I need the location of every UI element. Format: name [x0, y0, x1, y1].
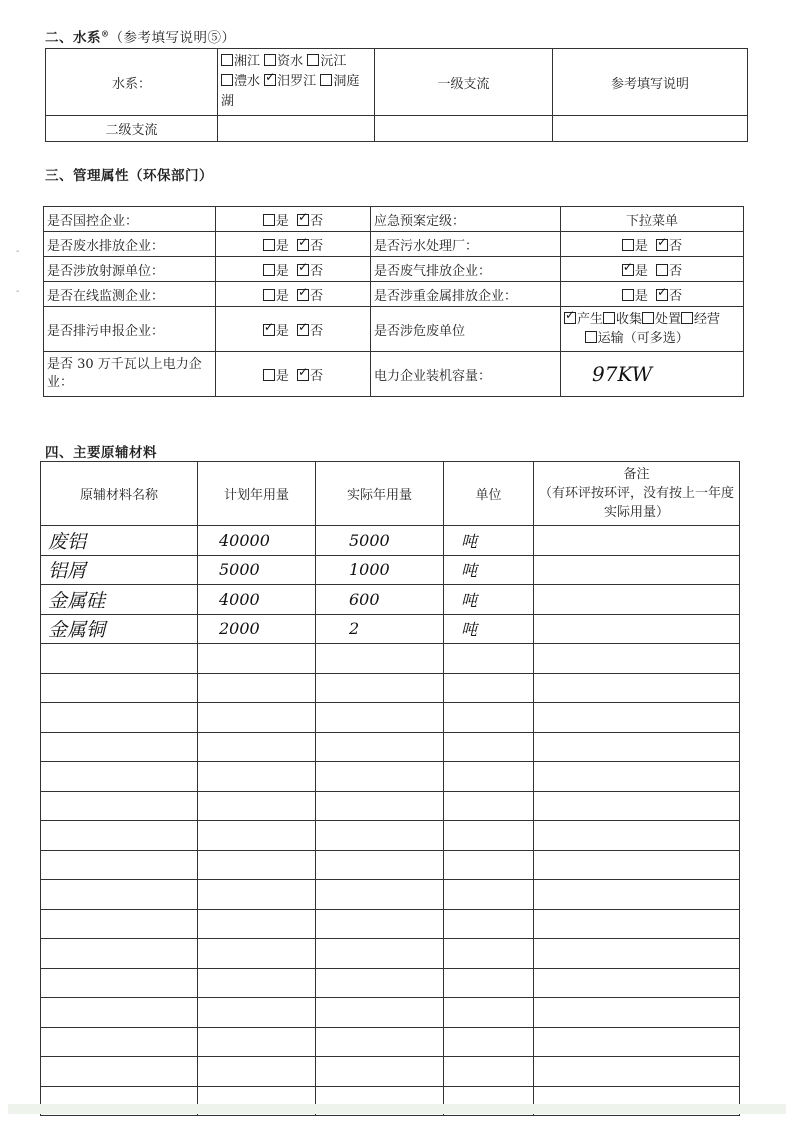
- planned-usage-cell[interactable]: [198, 1057, 316, 1087]
- primary-tributary-label: 一级支流: [375, 49, 553, 116]
- material-name-cell[interactable]: [41, 968, 198, 998]
- material-name-cell[interactable]: [41, 880, 198, 910]
- table-row: [41, 880, 740, 910]
- table-row: [41, 1027, 740, 1057]
- checkbox-icon[interactable]: [263, 289, 275, 301]
- checkbox-checked-icon[interactable]: [263, 324, 275, 336]
- remarks-cell[interactable]: [534, 998, 740, 1028]
- planned-usage-text: 4000: [219, 589, 260, 609]
- material-name-cell[interactable]: [41, 732, 198, 762]
- remarks-cell[interactable]: [534, 968, 740, 998]
- checkbox-checked-icon[interactable]: [564, 312, 576, 324]
- planned-usage-cell[interactable]: [198, 555, 316, 585]
- choice-hazardous-waste[interactable]: ✓产生 收集 处置 经营 运输（可多选）: [561, 307, 744, 352]
- remarks-cell[interactable]: [534, 1027, 740, 1057]
- checkbox-checked-icon[interactable]: [656, 289, 668, 301]
- remarks-cell[interactable]: [534, 585, 740, 615]
- header-unit: 单位: [444, 462, 534, 526]
- planned-usage-cell[interactable]: [198, 762, 316, 792]
- checkbox-icon[interactable]: [221, 74, 233, 86]
- label-emergency-plan: 应急预案定级：: [371, 207, 561, 232]
- remarks-cell[interactable]: [534, 644, 740, 674]
- actual-usage-cell[interactable]: [316, 732, 444, 762]
- checkbox-icon[interactable]: [264, 54, 276, 66]
- checkbox-icon[interactable]: [656, 264, 668, 276]
- table-row: [41, 585, 740, 615]
- material-name-cell[interactable]: [41, 1057, 198, 1087]
- label-sewage-plant: 是否污水处理厂：: [371, 232, 561, 257]
- actual-usage-cell[interactable]: [316, 1057, 444, 1087]
- actual-usage-cell[interactable]: [316, 614, 444, 644]
- actual-usage-cell[interactable]: [316, 673, 444, 703]
- material-name-cell[interactable]: [41, 673, 198, 703]
- table-row: [41, 909, 740, 939]
- table-row: [41, 1057, 740, 1087]
- remarks-cell[interactable]: [534, 673, 740, 703]
- choice-heavy-metal[interactable]: 是 ✓ 否: [561, 282, 744, 307]
- planned-usage-cell[interactable]: [198, 939, 316, 969]
- material-name-cell[interactable]: [41, 555, 198, 585]
- material-name-cell[interactable]: [41, 644, 198, 674]
- planned-usage-cell[interactable]: [198, 880, 316, 910]
- material-name-text: 金属硅: [48, 589, 106, 612]
- remarks-cell[interactable]: [534, 614, 740, 644]
- choice-radiation[interactable]: 是 ✓ 否: [216, 257, 371, 282]
- checkbox-icon[interactable]: [603, 312, 615, 324]
- material-name-cell[interactable]: [41, 998, 198, 1028]
- unit-cell[interactable]: [444, 880, 534, 910]
- label-hazardous-waste: 是否涉危废单位: [371, 307, 561, 352]
- actual-usage-cell[interactable]: [316, 968, 444, 998]
- planned-usage-cell[interactable]: [198, 732, 316, 762]
- secondary-blank-1[interactable]: [375, 116, 553, 142]
- header-remarks: [534, 462, 740, 526]
- planned-usage-cell[interactable]: [198, 703, 316, 733]
- header-remarks-title: 备注: [623, 467, 650, 482]
- checkbox-checked-icon[interactable]: [297, 324, 309, 336]
- table-row: [41, 673, 740, 703]
- label-power-enterprise: 是否 30 万千瓦以上电力企业：: [44, 352, 216, 397]
- table-row: [41, 614, 740, 644]
- option-lishui[interactable]: 澧水: [221, 74, 260, 89]
- planned-usage-cell[interactable]: [198, 644, 316, 674]
- table-row: [41, 968, 740, 998]
- table-row: [41, 732, 740, 762]
- actual-usage-text: 2: [349, 619, 360, 639]
- river-system-label: 水系：: [46, 49, 218, 116]
- unit-cell[interactable]: [444, 644, 534, 674]
- material-name-cell[interactable]: [41, 850, 198, 880]
- unit-cell[interactable]: [444, 762, 534, 792]
- unit-cell[interactable]: [444, 909, 534, 939]
- remarks-cell[interactable]: [534, 526, 740, 556]
- planned-usage-cell[interactable]: [198, 850, 316, 880]
- table-row: [41, 762, 740, 792]
- material-name-cell[interactable]: [41, 762, 198, 792]
- planned-usage-text: 40000: [219, 530, 270, 550]
- planned-usage-cell[interactable]: [198, 1027, 316, 1057]
- table-row: [41, 703, 740, 733]
- unit-cell[interactable]: [444, 791, 534, 821]
- actual-usage-cell[interactable]: [316, 850, 444, 880]
- planned-usage-cell[interactable]: [198, 821, 316, 851]
- checkbox-checked-icon[interactable]: [297, 239, 309, 251]
- header-remarks-note: （有环评按环评，没有按上一年度实际用量）: [538, 486, 734, 520]
- remarks-cell[interactable]: [534, 791, 740, 821]
- actual-usage-cell[interactable]: [316, 703, 444, 733]
- actual-usage-cell[interactable]: [316, 762, 444, 792]
- actual-usage-cell[interactable]: [316, 998, 444, 1028]
- table-row: [41, 998, 740, 1028]
- checkbox-checked-icon[interactable]: [297, 264, 309, 276]
- actual-usage-cell[interactable]: [316, 585, 444, 615]
- label-heavy-metal: 是否涉重金属排放企业：: [371, 282, 561, 307]
- material-name-cell[interactable]: [41, 821, 198, 851]
- section4-heading: 四、主要原辅材料: [45, 445, 157, 461]
- reference-label: 参考填写说明: [553, 49, 748, 116]
- unit-cell[interactable]: [444, 850, 534, 880]
- planned-usage-cell[interactable]: [198, 791, 316, 821]
- river-options-cell: [218, 49, 375, 116]
- choice-wastewater[interactable]: 是 ✓ 否: [216, 232, 371, 257]
- actual-usage-text: 1000: [349, 560, 390, 580]
- actual-usage-cell[interactable]: [316, 1027, 444, 1057]
- material-name-text: 铝屑: [48, 560, 87, 583]
- unit-cell[interactable]: [444, 968, 534, 998]
- header-planned-usage: 计划年用量: [198, 462, 316, 526]
- choice-exhaust-gas[interactable]: ✓ 是 否: [561, 257, 744, 282]
- unit-cell[interactable]: [444, 673, 534, 703]
- unit-cell[interactable]: [444, 821, 534, 851]
- unit-cell[interactable]: [444, 585, 534, 615]
- remarks-cell[interactable]: [534, 555, 740, 585]
- unit-cell[interactable]: [444, 614, 534, 644]
- checkbox-icon[interactable]: [642, 312, 654, 324]
- label-radiation: 是否涉放射源单位：: [44, 257, 216, 282]
- checkbox-icon[interactable]: [263, 264, 275, 276]
- planned-usage-cell[interactable]: [198, 585, 316, 615]
- remarks-cell[interactable]: [534, 850, 740, 880]
- actual-usage-cell[interactable]: [316, 791, 444, 821]
- table-row: [41, 850, 740, 880]
- unit-cell[interactable]: [444, 555, 534, 585]
- label-installed-capacity: 电力企业装机容量：: [371, 352, 561, 397]
- checkbox-checked-icon[interactable]: [622, 264, 634, 276]
- table-row: [41, 644, 740, 674]
- checkbox-icon[interactable]: [263, 214, 275, 226]
- remarks-cell[interactable]: [534, 703, 740, 733]
- actual-usage-text: 600: [349, 589, 380, 609]
- option-miluojiang[interactable]: ✓ 汨罗江: [264, 74, 316, 89]
- material-name-cell[interactable]: [41, 614, 198, 644]
- unit-text: 吨: [461, 561, 478, 581]
- label-state-controlled: 是否国控企业：: [44, 207, 216, 232]
- header-actual-usage: 实际年用量: [316, 462, 444, 526]
- actual-usage-cell[interactable]: [316, 909, 444, 939]
- emergency-plan-dropdown[interactable]: 下拉菜单: [561, 207, 744, 232]
- unit-cell[interactable]: [444, 1027, 534, 1057]
- remarks-cell[interactable]: [534, 1057, 740, 1087]
- planned-usage-text: 2000: [219, 619, 260, 639]
- scan-edge-band: [8, 1104, 786, 1114]
- table-row: [41, 555, 740, 585]
- section2-heading: 二、水系®（参考填写说明⑤）: [45, 28, 236, 46]
- unit-text: 吨: [461, 531, 478, 551]
- margin-mark: -: [16, 286, 20, 297]
- material-name-cell[interactable]: [41, 1027, 198, 1057]
- planned-usage-cell[interactable]: [198, 673, 316, 703]
- unit-cell[interactable]: [444, 1057, 534, 1087]
- unit-cell[interactable]: [444, 732, 534, 762]
- material-name-text: 金属铜: [48, 619, 106, 642]
- checkbox-icon[interactable]: [263, 239, 275, 251]
- unit-cell[interactable]: [444, 703, 534, 733]
- label-exhaust-gas: 是否废气排放企业：: [371, 257, 561, 282]
- actual-usage-cell[interactable]: [316, 821, 444, 851]
- planned-usage-cell[interactable]: [198, 526, 316, 556]
- material-name-text: 废铝: [48, 530, 87, 553]
- material-name-cell[interactable]: [41, 939, 198, 969]
- water-system-table: [45, 48, 748, 142]
- option-zishui[interactable]: 资水: [264, 54, 303, 69]
- checkbox-icon[interactable]: [307, 54, 319, 66]
- checkbox-icon[interactable]: [622, 289, 634, 301]
- label-wastewater: 是否废水排放企业：: [44, 232, 216, 257]
- remarks-cell[interactable]: [534, 762, 740, 792]
- choice-discharge-report[interactable]: ✓ 是 ✓ 否: [216, 307, 371, 352]
- secondary-tributary-label: 二级支流: [46, 116, 218, 142]
- checkbox-icon[interactable]: [622, 239, 634, 251]
- planned-usage-cell[interactable]: [198, 968, 316, 998]
- section3-heading: 三、管理属性（环保部门）: [45, 168, 213, 184]
- material-name-cell[interactable]: [41, 526, 198, 556]
- actual-usage-cell[interactable]: [316, 939, 444, 969]
- choice-state-controlled[interactable]: 是 ✓ 否: [216, 207, 371, 232]
- actual-usage-text: 5000: [349, 530, 390, 550]
- checkbox-checked-icon[interactable]: [297, 214, 309, 226]
- label-online-monitoring: 是否在线监测企业：: [44, 282, 216, 307]
- unit-text: 吨: [461, 590, 478, 610]
- remarks-cell[interactable]: [534, 821, 740, 851]
- materials-table: [40, 461, 740, 1116]
- unit-cell[interactable]: [444, 526, 534, 556]
- planned-usage-cell[interactable]: [198, 909, 316, 939]
- margin-mark: -: [16, 246, 20, 257]
- installed-capacity-value[interactable]: [561, 352, 744, 397]
- actual-usage-cell[interactable]: [316, 555, 444, 585]
- planned-usage-text: 5000: [219, 560, 260, 580]
- remarks-cell[interactable]: [534, 939, 740, 969]
- remarks-cell[interactable]: [534, 909, 740, 939]
- checkbox-icon[interactable]: [585, 331, 597, 343]
- unit-text: 吨: [461, 620, 478, 640]
- table-row: [41, 939, 740, 969]
- material-name-cell[interactable]: [41, 585, 198, 615]
- remarks-cell[interactable]: [534, 880, 740, 910]
- secondary-tributary-value[interactable]: [218, 116, 375, 142]
- unit-cell[interactable]: [444, 998, 534, 1028]
- checkbox-icon[interactable]: [263, 369, 275, 381]
- material-name-cell[interactable]: [41, 791, 198, 821]
- actual-usage-cell[interactable]: [316, 644, 444, 674]
- choice-power-enterprise[interactable]: 是 ✓ 否: [216, 352, 371, 397]
- choice-sewage-plant[interactable]: 是 ✓ 否: [561, 232, 744, 257]
- checkbox-icon[interactable]: [221, 54, 233, 66]
- material-name-cell[interactable]: [41, 909, 198, 939]
- option-dongtinghu[interactable]: 洞庭湖: [221, 74, 360, 109]
- secondary-blank-2[interactable]: [553, 116, 748, 142]
- table-row: [41, 791, 740, 821]
- actual-usage-cell[interactable]: [316, 880, 444, 910]
- table-row: [41, 526, 740, 556]
- table-row: [41, 821, 740, 851]
- management-table: [43, 206, 744, 397]
- remarks-cell[interactable]: [534, 732, 740, 762]
- actual-usage-cell[interactable]: [316, 526, 444, 556]
- checkbox-checked-icon[interactable]: [656, 239, 668, 251]
- choice-online-monitoring[interactable]: 是 ✓ 否: [216, 282, 371, 307]
- checkbox-icon[interactable]: [681, 312, 693, 324]
- checkbox-checked-icon[interactable]: [264, 74, 276, 86]
- material-name-cell[interactable]: [41, 703, 198, 733]
- checkbox-checked-icon[interactable]: [297, 369, 309, 381]
- label-discharge-report: 是否排污申报企业：: [44, 307, 216, 352]
- checkbox-checked-icon[interactable]: [297, 289, 309, 301]
- option-xiangjiang[interactable]: 湘江: [221, 54, 260, 69]
- unit-cell[interactable]: [444, 939, 534, 969]
- header-material-name: 原辅材料名称: [41, 462, 198, 526]
- option-yuanjiang[interactable]: 沅江: [307, 54, 346, 69]
- installed-capacity-text: 97KW: [592, 362, 653, 386]
- planned-usage-cell[interactable]: [198, 614, 316, 644]
- planned-usage-cell[interactable]: [198, 998, 316, 1028]
- checkbox-icon[interactable]: [320, 74, 332, 86]
